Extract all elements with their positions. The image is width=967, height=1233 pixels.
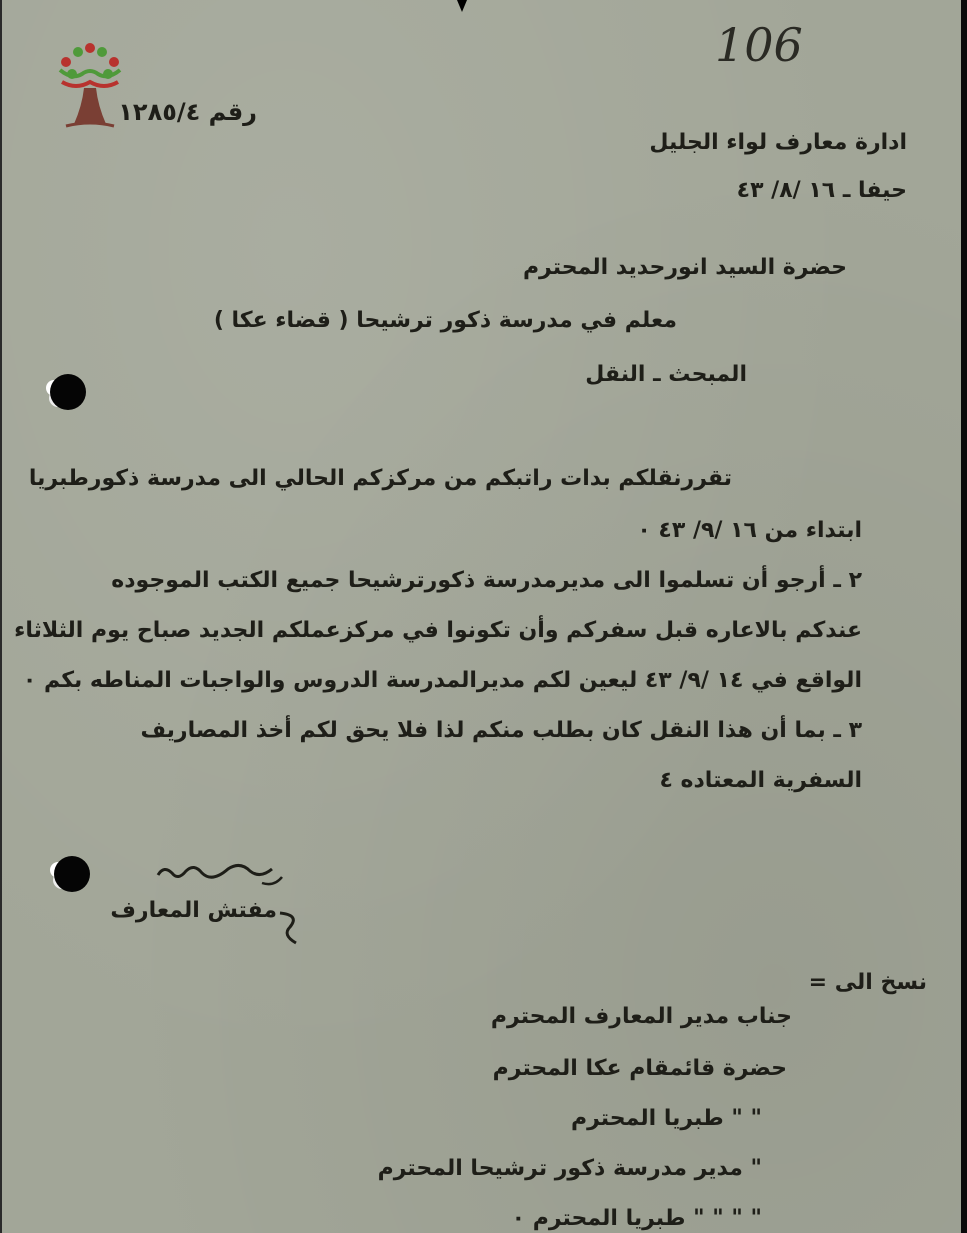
archive-tree-logo-icon bbox=[52, 40, 128, 132]
copies-label: نسخ الى = bbox=[808, 970, 927, 995]
body-line-3: ٢ ـ أرجو أن تسلموا الى مديرمدرسة ذكورترشيحا جميع الكتب الموجوده bbox=[111, 568, 862, 593]
subject-line: المبحث ـ النقل bbox=[585, 362, 747, 387]
reference-number: رقم ١٢٨٥/٤ bbox=[118, 98, 257, 126]
recipient-line-1: حضرة السيد انورحديد المحترم bbox=[522, 255, 847, 280]
department-heading: ادارة معارف لواء الجليل bbox=[649, 130, 907, 155]
body-line-1: تقررنقلكم بدات راتبكم من مركزكم الحالي الى مدرسة ذكورطبريا bbox=[28, 466, 732, 491]
copies-line-2: حضرة قائمقام عكا المحترم bbox=[492, 1056, 787, 1081]
page-number: 106 bbox=[715, 18, 803, 72]
copies-line-5: " " " " طبريا المحترم ٠ bbox=[511, 1206, 762, 1231]
body-line-7: السفرية المعتاده ٤ bbox=[659, 768, 862, 793]
place-date: حيفا ـ ١٦ /٨/ ٤٣ bbox=[736, 178, 907, 203]
punch-hole-icon bbox=[54, 856, 90, 892]
pin-mark-icon bbox=[455, 0, 469, 12]
body-line-4: عندكم بالاعاره قبل سفركم وأن تكونوا في مركزعملكم الجديد صباح يوم الثلاثاء bbox=[14, 618, 862, 643]
body-line-2: ابتداء من ١٦ /٩/ ٤٣ ٠ bbox=[637, 518, 862, 543]
scan-edge-left bbox=[0, 0, 2, 1233]
body-line-6: ٣ ـ بما أن هذا النقل كان بطلب منكم لذا فلا يحق لكم أخذ المصاريف bbox=[140, 718, 862, 743]
signature-title: مفتش المعارف bbox=[110, 898, 277, 923]
scan-edge-right bbox=[961, 0, 967, 1233]
copies-line-1: جناب مدير المعارف المحترم bbox=[490, 1004, 792, 1029]
copies-line-3: " " طبريا المحترم bbox=[570, 1106, 762, 1131]
copies-line-4: " مدير مدرسة ذكور ترشيحا المحترم bbox=[377, 1156, 762, 1181]
body-line-5: الواقع في ١٤ /٩/ ٤٣ ليعين لكم مديرالمدرسة الدروس والواجبات المناطه بكم ٠ bbox=[22, 668, 862, 693]
punch-hole-icon bbox=[50, 374, 86, 410]
recipient-line-2: معلم في مدرسة ذكور ترشيحا ( قضاء عكا ) bbox=[213, 308, 677, 333]
